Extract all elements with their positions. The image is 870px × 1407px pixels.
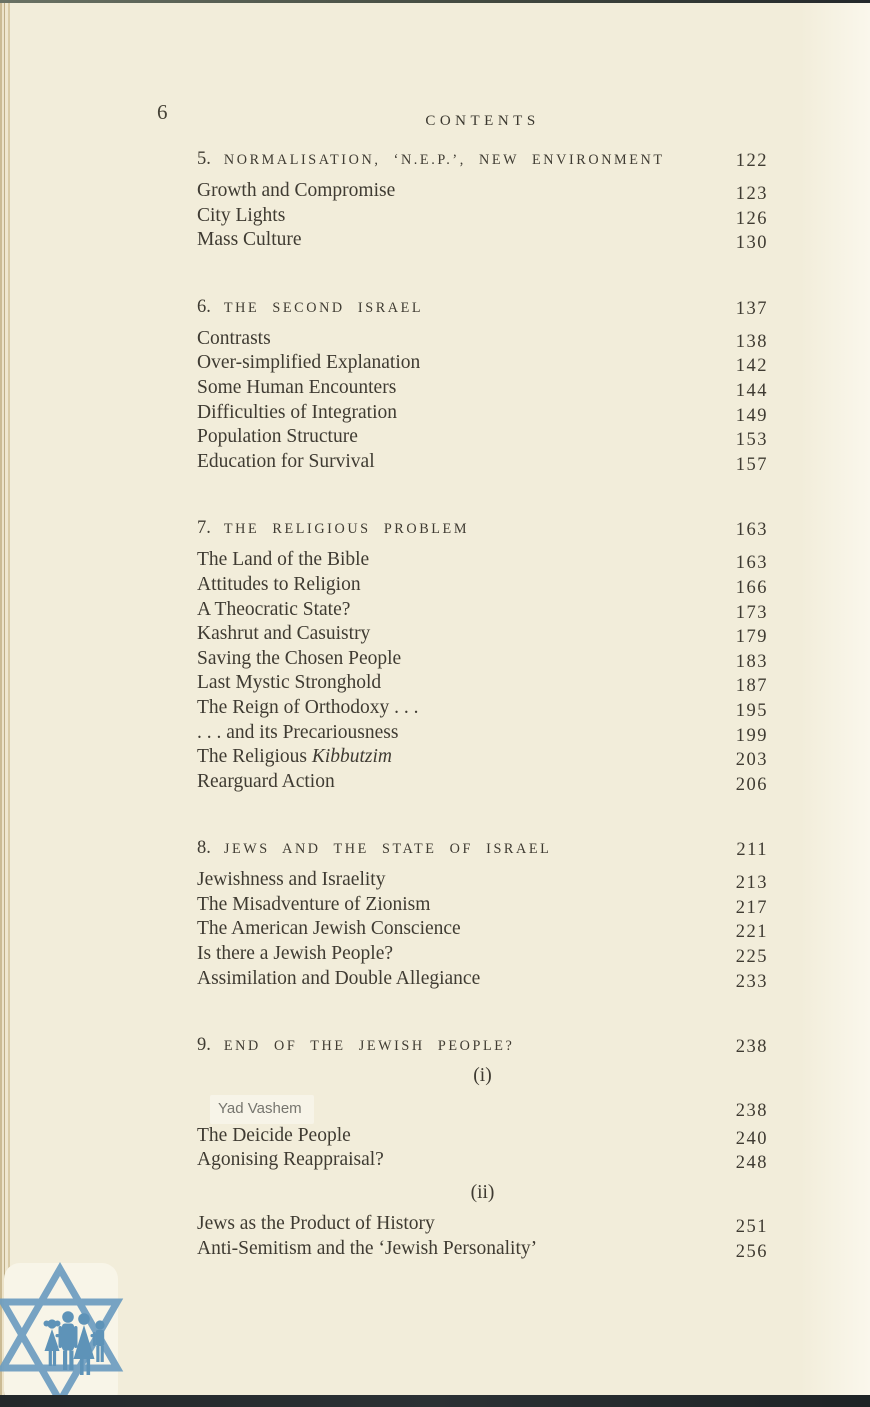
toc-entry-page: 233 <box>735 971 768 992</box>
toc-entry-page: 225 <box>735 947 768 968</box>
scan-bottom-edge <box>0 1395 870 1407</box>
toc-entry-label: Population Structure <box>197 426 358 448</box>
toc-entry <box>197 721 768 746</box>
toc-entry <box>197 204 768 229</box>
toc-entry <box>197 1148 768 1173</box>
toc-entry-label: Some Human Encounters <box>197 376 397 398</box>
toc-entry-page: 206 <box>735 774 768 795</box>
toc-entry-page: 251 <box>735 1217 768 1238</box>
chapter-number: 5. <box>197 149 211 169</box>
toc-entry-label: Last Mystic Stronghold <box>197 672 382 694</box>
page-number-folio: 6 <box>157 100 168 124</box>
toc-entry-page: 217 <box>735 897 768 918</box>
toc-section <box>197 838 768 991</box>
toc-entry-page: 163 <box>735 553 768 574</box>
toc-entry-page: 240 <box>735 1128 768 1149</box>
toc-entry-label: Growth and Compromise <box>197 180 396 201</box>
chapter-number: 9. <box>197 1035 211 1056</box>
toc-entry-page: 256 <box>735 1241 768 1262</box>
subsection-label: (i) <box>473 1065 492 1087</box>
book-binding-edge <box>0 3 15 1395</box>
toc-entry <box>197 770 768 795</box>
toc-section <box>197 297 768 475</box>
scan-top-edge <box>0 0 870 3</box>
toc-entry-page: 144 <box>735 380 768 401</box>
chapter-number: 7. <box>197 518 211 539</box>
chapter-number: 6. <box>197 296 211 317</box>
toc-entry <box>197 425 768 450</box>
toc-entry-label: Education for Survival <box>197 450 375 472</box>
toc-entry-page: 126 <box>735 208 768 229</box>
toc-entry-label: The Misadventure of Zionism <box>197 893 431 915</box>
chapter-title: THE RELIGIOUS PROBLEM <box>223 521 470 538</box>
toc-entry <box>197 573 768 598</box>
toc-entry-page: 142 <box>735 356 768 377</box>
toc-entry-page: 153 <box>735 430 768 451</box>
toc-sections <box>197 149 768 1261</box>
toc-entry-label: The American Jewish Conscience <box>197 918 461 940</box>
toc-entry-label: Anti-Semitism and the ‘Jewish Personality’ <box>197 1237 538 1259</box>
toc-entry-label: A Theocratic State? <box>197 598 351 620</box>
chapter-heading <box>197 1035 768 1056</box>
toc-entry <box>197 647 768 672</box>
toc-entry-label: The Deicide People <box>197 1124 351 1146</box>
toc-entry-label: Attitudes to Religion <box>197 573 361 595</box>
toc-entry-label: Over-simplified Explanation <box>197 352 421 374</box>
toc-section <box>197 1035 768 1261</box>
chapter-number: 8. <box>197 838 211 859</box>
chapter-title: NORMALISATION, ‘N.E.P.’, NEW ENVIRONMENT <box>223 152 665 168</box>
toc-entry-page: 166 <box>735 577 768 598</box>
toc-entry-page: 248 <box>735 1153 768 1174</box>
toc-entry <box>197 1095 768 1124</box>
toc-entry <box>197 401 768 426</box>
toc-entry <box>197 671 768 696</box>
toc-entry-label <box>197 745 392 769</box>
toc-entry-label: Jews as the Product of History <box>197 1213 435 1235</box>
toc-entry-label: Mass Culture <box>197 229 302 251</box>
chapter-page-number: 238 <box>735 1037 768 1058</box>
toc-entry-label: Saving the Chosen People <box>197 647 402 669</box>
chapter-heading-text <box>197 149 665 170</box>
toc-section <box>197 149 768 253</box>
toc-entry-page: 173 <box>735 602 768 623</box>
toc-entry <box>197 598 768 623</box>
toc-entry <box>197 450 768 475</box>
chapter-heading-text <box>197 297 423 318</box>
chapter-title: THE SECOND ISRAEL <box>223 299 424 316</box>
toc-entry-label: Contrasts <box>197 327 271 349</box>
toc-entry <box>197 696 768 721</box>
toc-entry-label: Kashrut and Casuistry <box>197 623 371 645</box>
toc-entry <box>197 917 768 942</box>
toc-entry <box>197 376 768 401</box>
chapter-heading <box>197 297 768 318</box>
chapter-heading-text <box>197 518 469 539</box>
toc-entry <box>197 179 768 204</box>
toc-entry <box>197 622 768 647</box>
chapter-heading <box>197 149 768 170</box>
toc-entry-label: Yad Vashem <box>210 1095 314 1124</box>
toc-entry-page: 123 <box>735 184 768 204</box>
subsection-label: (ii) <box>470 1182 495 1204</box>
chapter-heading-text <box>197 838 551 859</box>
toc-entry <box>197 868 768 893</box>
toc-entry-label: Is there a Jewish People? <box>197 943 394 965</box>
toc-entry <box>197 228 768 253</box>
toc-entry-page: 187 <box>735 676 768 697</box>
toc-entry <box>197 327 768 352</box>
toc-entry-label: Assimilation and Double Allegiance <box>197 967 481 989</box>
toc-entry <box>197 548 768 573</box>
toc-entry <box>197 1237 768 1262</box>
toc-entry-label-part: The Religious <box>197 746 312 768</box>
toc-entry-page: 130 <box>735 233 768 254</box>
star-of-david-family-logo <box>0 1262 132 1407</box>
toc-entry-page: 138 <box>735 331 768 352</box>
toc-entry-label: City Lights <box>197 204 286 226</box>
running-head: CONTENTS <box>425 113 540 129</box>
chapter-page-number: 211 <box>736 840 768 861</box>
chapter-heading-text <box>197 1035 514 1056</box>
chapter-page-number: 137 <box>735 298 768 319</box>
page-right-sheen <box>800 3 870 1395</box>
toc-entry-page: 149 <box>735 405 768 426</box>
toc-entry-label: The Land of the Bible <box>197 549 370 571</box>
toc-entry-page: 199 <box>735 725 768 746</box>
toc-entry <box>197 1124 768 1149</box>
toc-entry <box>197 942 768 967</box>
toc-entry-page: 157 <box>735 454 768 475</box>
toc-entry <box>197 745 768 770</box>
toc-entry-label: Jewishness and Israelity <box>197 869 386 891</box>
toc-entry-page: 203 <box>735 750 768 771</box>
toc-entry-label: Difficulties of Integration <box>197 401 397 423</box>
toc-entry-page: 221 <box>735 922 768 943</box>
toc-entry-page: 179 <box>735 627 768 648</box>
toc-entry-page: 213 <box>735 873 768 894</box>
toc-entry-label: The Reign of Orthodoxy . . . <box>197 696 419 718</box>
toc-entry <box>197 893 768 918</box>
toc-entry-label: Agonising Reappraisal? <box>197 1149 384 1171</box>
toc-entry <box>197 351 768 376</box>
chapter-page-number: 163 <box>735 520 768 541</box>
toc-entry <box>197 1212 768 1237</box>
toc-entry <box>197 967 768 992</box>
toc-entry-page: 183 <box>735 651 768 672</box>
toc-entry-label-part: Kibbutzim <box>311 746 393 768</box>
toc-entry-page: 195 <box>735 700 768 721</box>
chapter-title: END OF THE JEWISH PEOPLE? <box>223 1038 515 1055</box>
chapter-heading <box>197 838 768 859</box>
chapter-title: JEWS AND THE STATE OF ISRAEL <box>223 841 552 858</box>
toc-entry-label: . . . and its Precariousness <box>197 721 399 743</box>
toc-entry-label: Rearguard Action <box>197 770 335 792</box>
toc-entry-page: 238 <box>735 1101 768 1122</box>
chapter-heading <box>197 518 768 539</box>
chapter-page-number: 122 <box>735 151 768 171</box>
toc-section <box>197 518 768 794</box>
